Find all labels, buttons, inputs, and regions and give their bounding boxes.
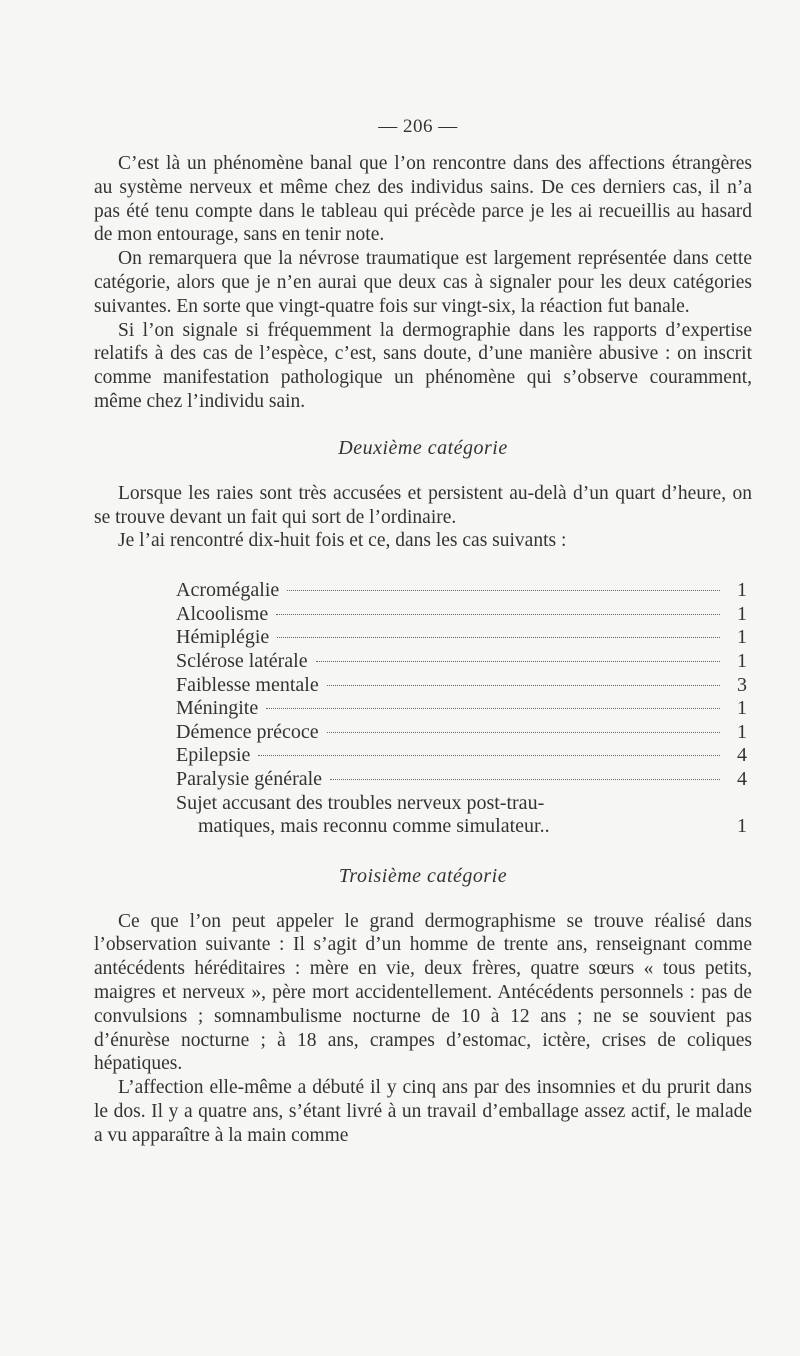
case-label: Paralysie générale — [176, 767, 323, 790]
case-count: 4 — [737, 744, 747, 767]
case-label: Sclérose latérale — [176, 649, 308, 672]
dot-leader — [277, 637, 720, 638]
book-page — [94, 116, 752, 1148]
dot-leader — [287, 590, 720, 591]
case-count: 1 — [737, 579, 747, 602]
list-item — [176, 768, 752, 792]
section2-text — [94, 482, 752, 553]
section3-text — [94, 910, 752, 1148]
section-heading-deuxieme: Deuxième catégorie — [338, 436, 508, 459]
case-label: Démence précoce — [176, 720, 319, 743]
case-count: 3 — [737, 673, 747, 696]
dot-leader — [330, 779, 720, 780]
paragraph: Si l’on signale si fréquemment la dermographie dans les rapports d’expertise relatifs à des cas de l’espèce, c’est, sans doute, d’une manière abusive : on inscrit comme manifestation pathologique un phénomène qui s’observe couramment, même chez l’individu sain. — [94, 319, 752, 412]
case-label: Faiblesse mentale — [176, 673, 319, 696]
list-item-last — [176, 792, 752, 839]
list-item — [176, 650, 752, 674]
case-count: 1 — [737, 649, 747, 672]
list-item — [176, 626, 752, 650]
dot-leader — [327, 685, 720, 686]
list-item — [176, 697, 752, 721]
case-count: 4 — [737, 767, 747, 790]
list-item — [176, 603, 752, 627]
case-count: 1 — [737, 815, 747, 838]
dot-leader — [327, 732, 720, 733]
paragraph: C’est là un phénomène banal que l’on rencontre dans des affections étrangères au système nerveux et même chez des individus sains. De ces derniers cas, il n’a pas été tenu compte dans le tableau qui précède parce je les ai recueillis au hasard de mon entourage, sans en tenir note. — [94, 153, 752, 246]
case-count: 1 — [737, 697, 747, 720]
paragraph: Lorsque les raies sont très accusées et persistent au-delà d’un quart d’heure, on se trouve devant un fait qui sort de l’ordinaire. — [94, 482, 752, 528]
section-heading-troisieme: Troisième catégorie — [338, 864, 508, 887]
paragraph: On remarquera que la névrose traumatique est largement représentée dans cette catégorie, alors que je n’en aurai que deux cas à signaler pour les deux catégories suivantes. En sorte que vingt-quatre fois sur vingt-six, la réaction fut banale. — [94, 248, 752, 317]
list-item — [176, 744, 752, 768]
list-item — [176, 674, 752, 698]
page-number: — 206 — — [378, 116, 458, 137]
intro-text — [94, 152, 752, 414]
case-count: 1 — [737, 720, 747, 743]
paragraph: Je l’ai rencontré dix-huit fois et ce, dans les cas suivants : — [118, 530, 567, 552]
dot-leader — [316, 661, 720, 662]
paragraph: L’affection elle-même a débuté il y cinq ans par des insomnies et du prurit dans le dos. Il y a quatre ans, s’étant livré à un travail d’emballage assez actif, le malade a vu apparaître à la main comme — [94, 1077, 752, 1146]
case-count: 1 — [737, 602, 747, 625]
case-count: 1 — [737, 626, 747, 649]
case-label: Méningite — [176, 697, 259, 720]
dot-leader — [258, 755, 720, 756]
dot-leader — [266, 708, 720, 709]
case-label: Alcoolisme — [176, 602, 269, 625]
case-label: Acromégalie — [176, 579, 280, 602]
case-label-line1: Sujet accusant des troubles nerveux post-trau- — [176, 791, 545, 814]
case-list — [176, 579, 752, 839]
list-item — [176, 721, 752, 745]
case-label: Hémiplégie — [176, 626, 270, 649]
list-item — [176, 579, 752, 603]
dot-leader — [276, 614, 720, 615]
paragraph: Ce que l’on peut appeler le grand dermographisme se trouve réalisé dans l’observation suivante : Il s’agit d’un homme de trente ans, renseignant comme antécédents héréditaires : mère en vie, deux frères, quatre sœurs « tous petits, maigres et nerveux », père mort accidentellement. Antécédents personnels : pas de convulsions ; somnambulisme nocturne de 10 à 12 ans ; ne se souvient pas d’énurèse nocturne ; à 18 ans, crampes d’estomac, ictère, crises de coliques hépatiques. — [94, 910, 752, 1075]
case-label: Epilepsie — [176, 744, 251, 767]
case-label-line2: matiques, mais reconnu comme simulateur.. — [198, 815, 550, 838]
